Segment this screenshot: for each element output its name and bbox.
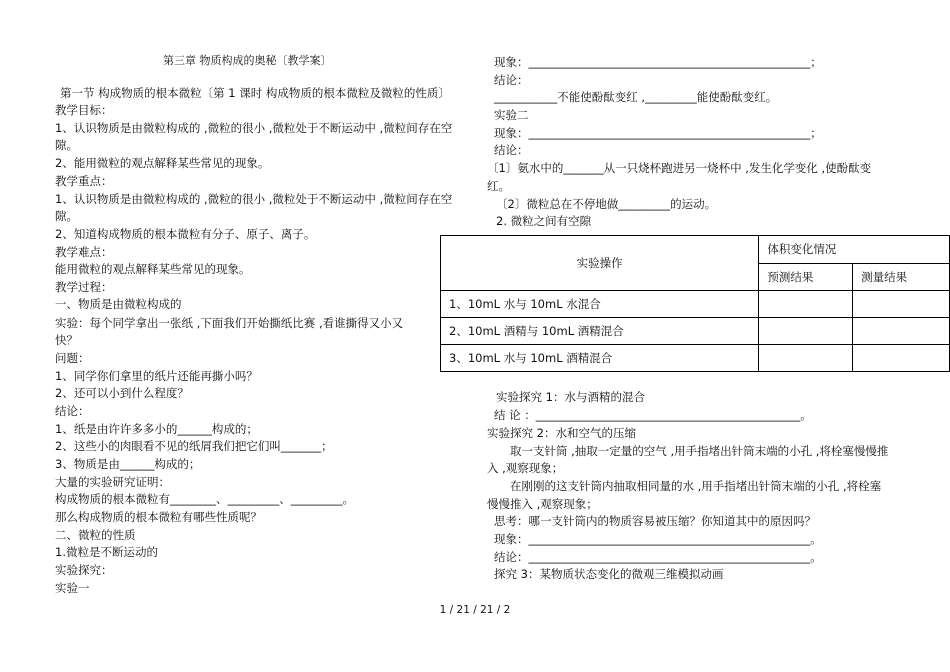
table-cell-measure bbox=[853, 345, 950, 372]
text-line: 1、认识物质是由微粒构成的 ,微粒的很小 ,微粒处于不断运动中 ,微粒间存在空 bbox=[55, 192, 453, 206]
table-header-measure: 测量结果 bbox=[853, 263, 950, 291]
text-line: 探究 3：某物质状态变化的微观三维模拟动画 bbox=[494, 567, 724, 581]
text-line: 现象：_________________________________________________； bbox=[494, 126, 822, 140]
text-line: 问题： bbox=[55, 351, 90, 365]
text-line: 隙。 bbox=[55, 138, 78, 152]
section-title: 第一节 构成物质的根本微粒〔第 1 课时 构成物质的根本微粒及微粒的性质〕 bbox=[60, 86, 450, 100]
text-line: 快？ bbox=[55, 333, 78, 347]
table-cell-operation: 1、10mL 水与 10mL 水混合 bbox=[441, 291, 759, 318]
text-line: 在刚刚的这支针筒内抽取相同量的水 ,用手指堵出针筒末端的小孔 ,将栓塞 bbox=[510, 479, 882, 493]
text-line: 教学目标： bbox=[55, 103, 113, 117]
experiment-table bbox=[440, 235, 950, 372]
table-cell-measure bbox=[853, 291, 950, 318]
text-line: 教学过程： bbox=[55, 280, 113, 294]
table-cell-measure bbox=[853, 318, 950, 345]
text-line: 那么构成物质的根本微粒有哪些性质呢？ bbox=[55, 510, 262, 524]
table-row bbox=[441, 345, 950, 372]
table-header-operation: 实验操作 bbox=[441, 236, 759, 291]
text-line: 2、这些小的肉眼看不见的纸屑我们把它们叫_______； bbox=[55, 439, 333, 453]
text-line: 能用微粒的观点解释某些常见的现象。 bbox=[55, 262, 251, 276]
text-line: 〔1〕氨水中的_______从一只烧杯跑进另一烧杯中 ,发生化学变化 ,使酚酞变 bbox=[487, 161, 872, 175]
table-header-predict: 预测结果 bbox=[759, 263, 853, 291]
text-line: 结论：_________________________________________________。 bbox=[494, 550, 822, 564]
table-row bbox=[441, 291, 950, 318]
text-line: 二、微粒的性质 bbox=[55, 528, 136, 542]
text-line: 实验：每个同学拿出一张纸 ,下面我们开始撕纸比赛 ,看谁撕得又小又 bbox=[55, 316, 404, 330]
text-line: 2. 微粒之间有空隙 bbox=[496, 214, 592, 228]
text-line: 2、能用微粒的观点解释某些常见的现象。 bbox=[55, 156, 270, 170]
text-line: 结论： bbox=[55, 404, 90, 418]
text-line: 现象：_________________________________________________。 bbox=[494, 532, 822, 546]
text-line: 取一支针筒 ,抽取一定量的空气 ,用手指堵出针筒末端的小孔 ,将栓塞慢慢推 bbox=[510, 444, 889, 458]
text-line: 结论： bbox=[494, 73, 529, 87]
text-line: 实验一 bbox=[55, 581, 90, 595]
text-line: 2、知道构成物质的根本微粒有分子、原子、离子。 bbox=[55, 227, 316, 241]
table-cell-predict bbox=[759, 291, 853, 318]
table-header-volume: 体积变化情况 bbox=[759, 236, 950, 264]
text-line: 1、同学你们拿里的纸片还能再撕小吗？ bbox=[55, 369, 258, 383]
text-line: 思考：哪一支针筒内的物质容易被压缩？你知道其中的原因吗？ bbox=[494, 514, 816, 528]
text-line: ___________不能使酚酞变红 ,_________能使酚酞变红。 bbox=[494, 90, 778, 104]
table-cell-operation: 3、10mL 水与 10mL 酒精混合 bbox=[441, 345, 759, 372]
chapter-title: 第三章 物质构成的奥秘〔教学案〕 bbox=[163, 54, 332, 67]
text-line: 1、认识物质是由微粒构成的 ,微粒的很小 ,微粒处于不断运动中 ,微粒间存在空 bbox=[55, 121, 453, 135]
table-cell-predict bbox=[759, 318, 853, 345]
text-line: 结论： bbox=[494, 143, 529, 157]
text-line: 现象：_________________________________________________； bbox=[494, 55, 822, 69]
text-line: 实验探究 2：水和空气的压缩 bbox=[487, 426, 636, 440]
text-line: 实验二 bbox=[494, 108, 529, 122]
text-line: 入 ,观察现象； bbox=[487, 461, 564, 475]
text-line: 教学重点： bbox=[55, 174, 113, 188]
table-cell-operation: 2、10mL 酒精与 10mL 酒精混合 bbox=[441, 318, 759, 345]
text-line: 1、纸是由许许多多小的______构成的； bbox=[55, 422, 258, 436]
text-line: 一、物质是由微粒构成的 bbox=[55, 297, 182, 311]
table-cell-predict bbox=[759, 345, 853, 372]
text-line: 构成物质的根本微粒有________、_________、_________。 bbox=[55, 492, 354, 506]
text-line: 隙。 bbox=[55, 209, 78, 223]
text-line: 〔2〕微粒总在不停地做_________的运动。 bbox=[496, 197, 717, 211]
text-line: 3、物质是由______构成的； bbox=[55, 457, 201, 471]
text-line: 慢慢推入 ,观察现象； bbox=[487, 497, 598, 511]
text-line: 2、还可以小到什么程度？ bbox=[55, 386, 189, 400]
text-line: 结 论 ：______________________________________________。 bbox=[494, 408, 812, 422]
text-line: 教学难点： bbox=[55, 245, 113, 259]
text-line: 实验探究 1：水与酒精的混合 bbox=[496, 390, 645, 404]
text-line: 红。 bbox=[487, 179, 510, 193]
text-line: 1.微粒是不断运动的 bbox=[55, 545, 158, 559]
text-line: 大量的实验研究证明： bbox=[55, 475, 170, 489]
text-line: 实验探究： bbox=[55, 563, 113, 577]
page-number: 1 / 21 / 21 / 2 bbox=[439, 604, 511, 616]
table-row bbox=[441, 318, 950, 345]
